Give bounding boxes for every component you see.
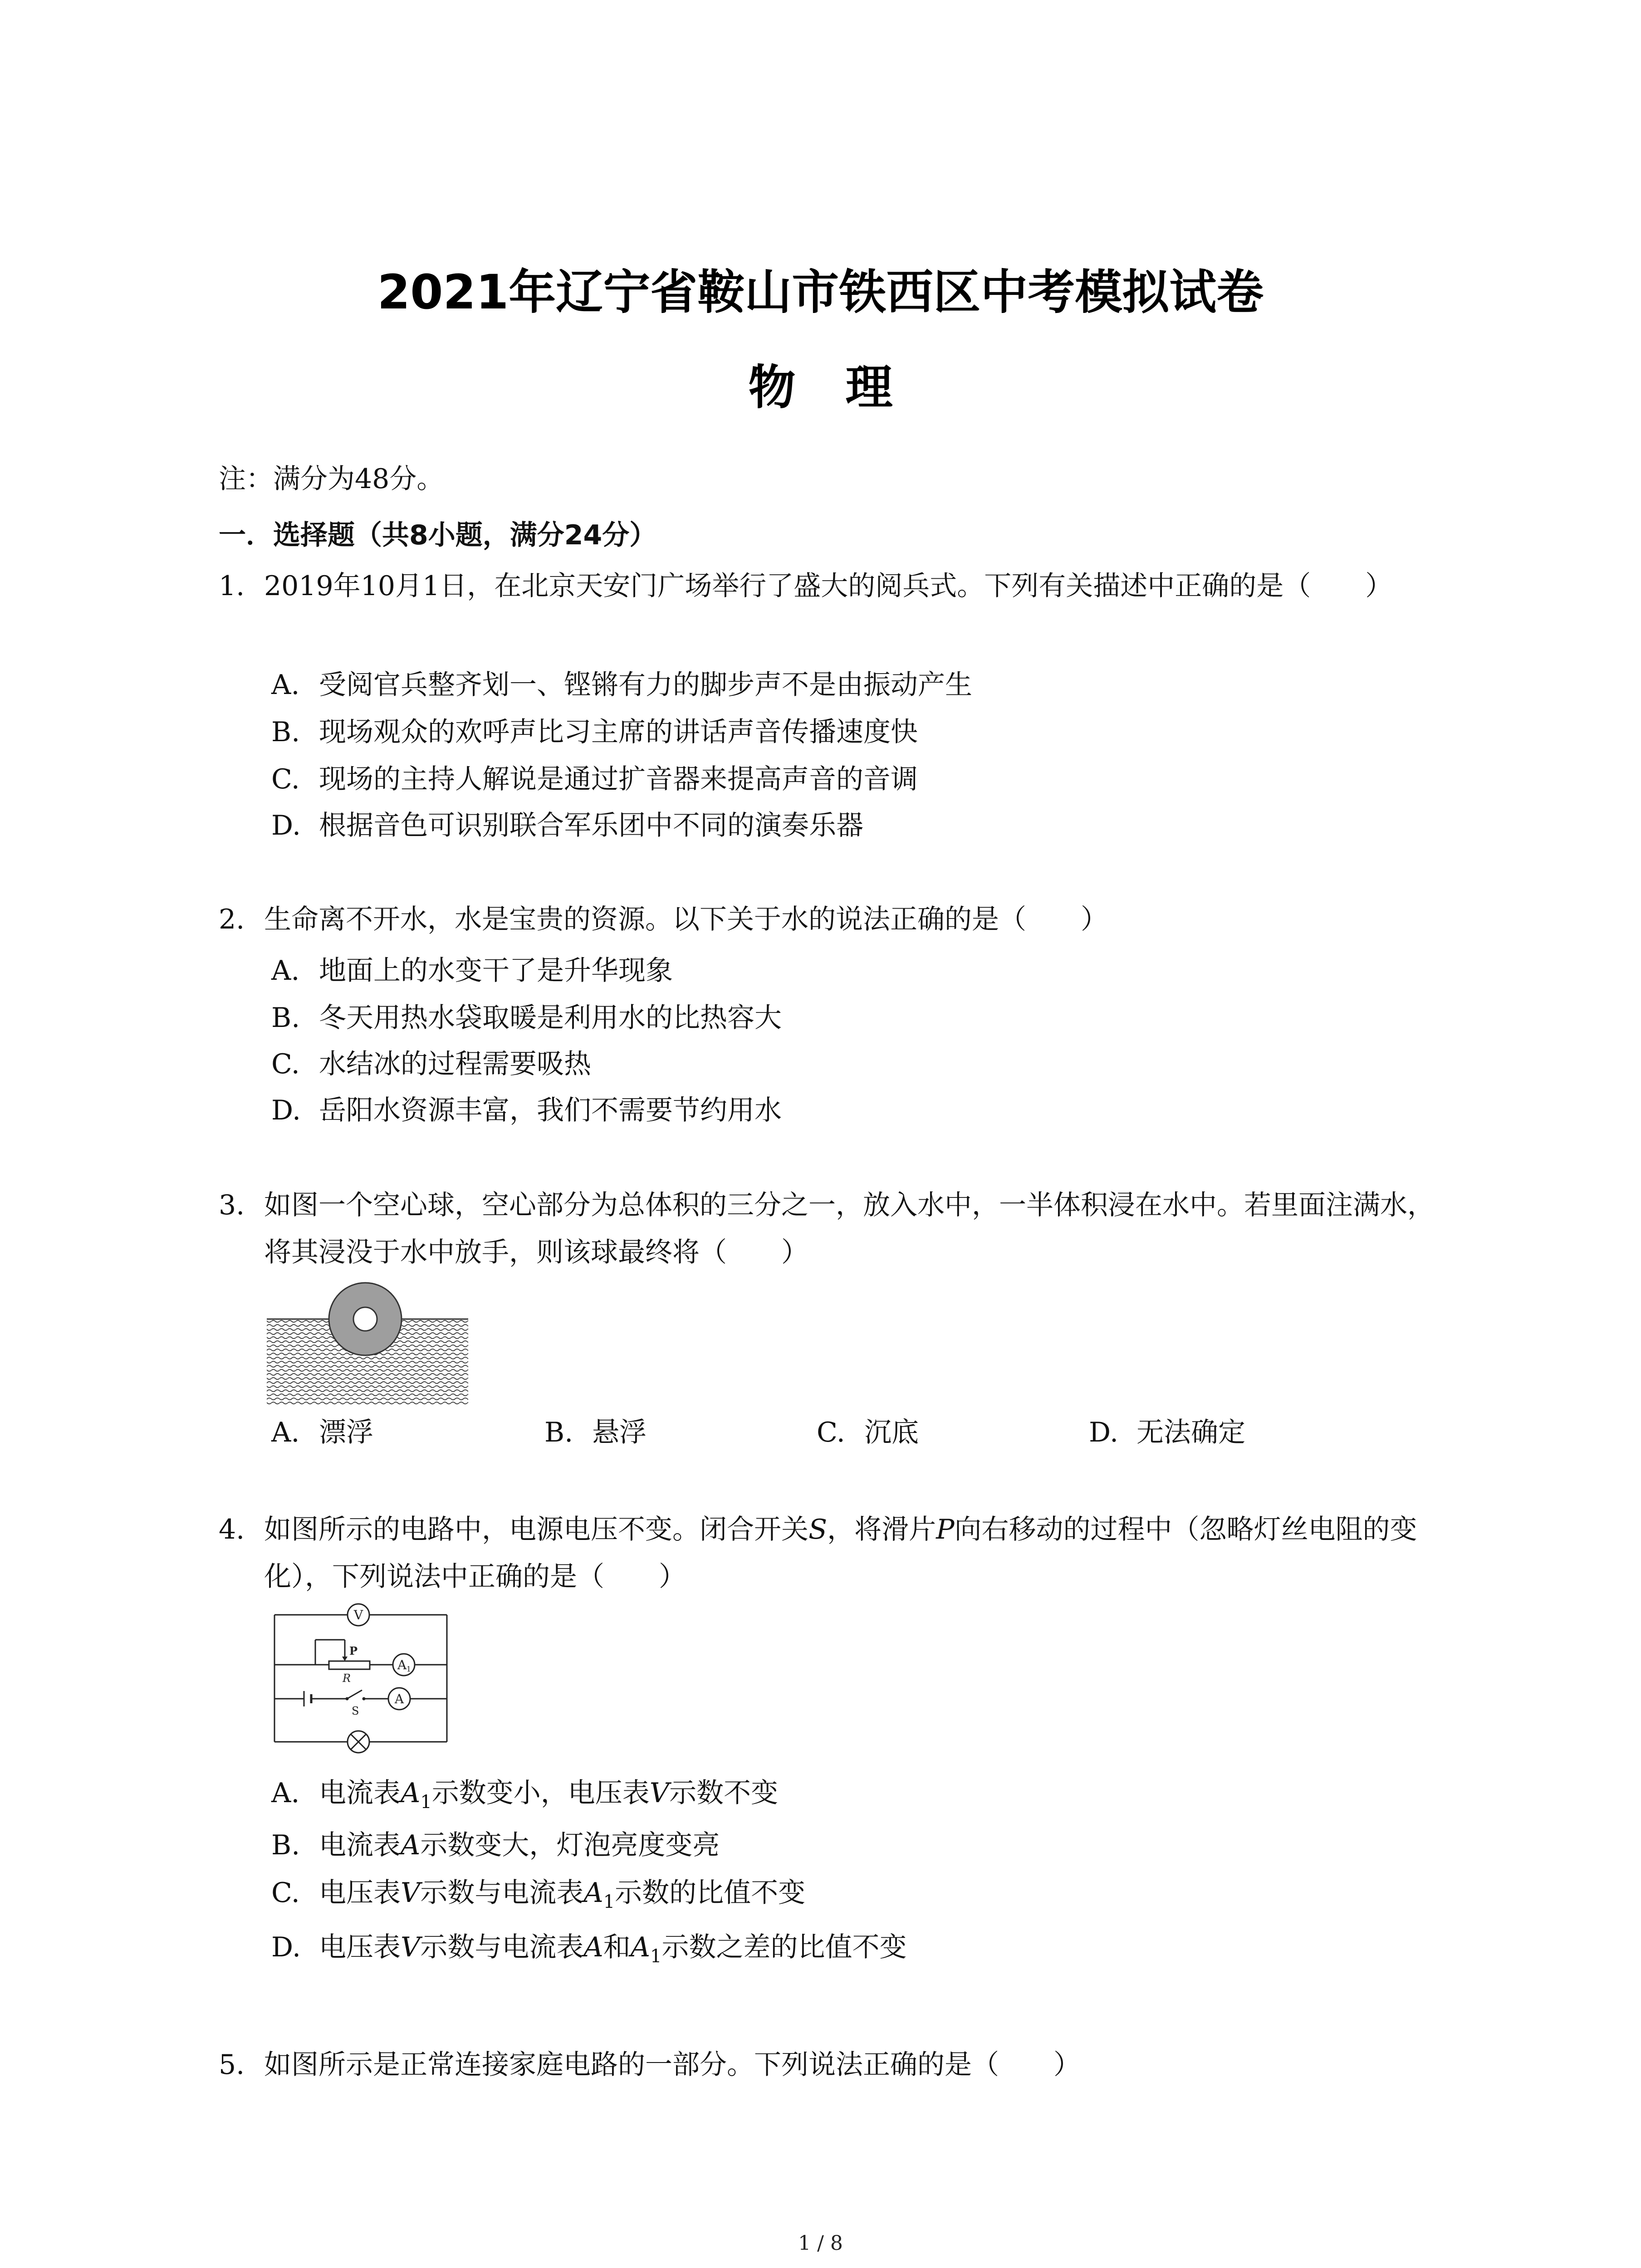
question-stem: 生命离不开水，水是宝贵的资源。以下关于水的说法正确的是（ ） [264, 904, 1108, 935]
option-a: A. 地面上的水变干了是升华现象 [271, 955, 673, 987]
section-heading: 一．选择题（共8小题，满分24分） [219, 519, 657, 551]
svg-text:1: 1 [406, 1665, 411, 1673]
option-d: D. 电压表V示数与电流表A和$A_1$示数之差的比值不变 [271, 1931, 907, 1967]
option-b: B. 悬浮 [544, 1417, 647, 1448]
rheostat [329, 1661, 370, 1669]
exam-title: 2021年辽宁省鞍山市铁西区中考模拟试卷 [377, 264, 1264, 320]
option-c: C. 电压表V示数与电流表$A_1$示数的比值不变 [271, 1877, 806, 1912]
question-number: 5. [219, 2049, 245, 2081]
option-b: B. 电流表A示数变大，灯泡亮度变亮 [271, 1829, 720, 1861]
question-number: 1. [219, 570, 245, 602]
question-stem: 如图所示是正常连接家庭电路的一部分。下列说法正确的是（ ） [264, 2049, 1081, 2081]
option-a: A. 受阅官兵整齐划一、铿锵有力的脚步声不是由振动产生 [271, 669, 972, 701]
question-2 [219, 896, 1453, 943]
option-a: A. 电流表$A_1$示数变小，电压表V示数不变 [271, 1777, 779, 1813]
option-c: C. 沉底 [817, 1417, 919, 1448]
svg-text:R: R [343, 1672, 351, 1685]
option-b: B. 现场观众的欢呼声比习主席的讲话声音传播速度快 [271, 716, 918, 748]
question-number: 4. [219, 1514, 245, 1545]
option-b: B. 冬天用热水袋取暖是利用水的比热容大 [271, 1002, 782, 1034]
option-d: D. 岳阳水资源丰富，我们不需要节约用水 [271, 1095, 782, 1126]
score-note: 注：满分为48分。 [219, 463, 444, 495]
svg-text:P: P [349, 1644, 358, 1657]
page-number: 1 / 8 [798, 2232, 843, 2255]
question-3 [219, 1182, 1453, 1276]
option-d: D. 根据音色可识别联合军乐团中不同的演奏乐器 [271, 810, 863, 841]
svg-text:S: S [352, 1705, 359, 1717]
question-number: 3. [219, 1189, 245, 1221]
option-a: A. 漂浮 [271, 1417, 373, 1448]
hollow-ball-figure [263, 1270, 472, 1406]
question-stem: 如图一个空心球，空心部分为总体积的三分之一，放入水中，一半体积浸在水中。若里面注满水，将其浸没于水中放手，则该球最终将（ ） [264, 1189, 1435, 1268]
question-4 [219, 1506, 1453, 1600]
question-1 [219, 562, 1453, 610]
svg-text:A: A [394, 1691, 404, 1706]
question-5 [219, 2041, 1453, 2088]
subject-title: 物理 [748, 360, 943, 415]
circuit-figure [268, 1601, 458, 1755]
question-number: 2. [219, 904, 245, 935]
option-c: C. 水结冰的过程需要吸热 [271, 1048, 591, 1080]
ball-hollow [353, 1307, 377, 1331]
option-c: C. 现场的主持人解说是通过扩音器来提高声音的音调 [271, 763, 918, 795]
question-stem: 2019年10月1日，在北京天安门广场举行了盛大的阅兵式。下列有关描述中正确的是（ ） [264, 570, 1393, 602]
question-stem: 如图所示的电路中，电源电压不变。闭合开关S，将滑片P向右移动的过程中（忽略灯丝电阻的变化），下列说法中正确的是（ ） [264, 1514, 1417, 1593]
svg-text:A: A [397, 1657, 407, 1672]
svg-text:V: V [353, 1608, 363, 1623]
option-d: D. 无法确定 [1089, 1417, 1245, 1448]
